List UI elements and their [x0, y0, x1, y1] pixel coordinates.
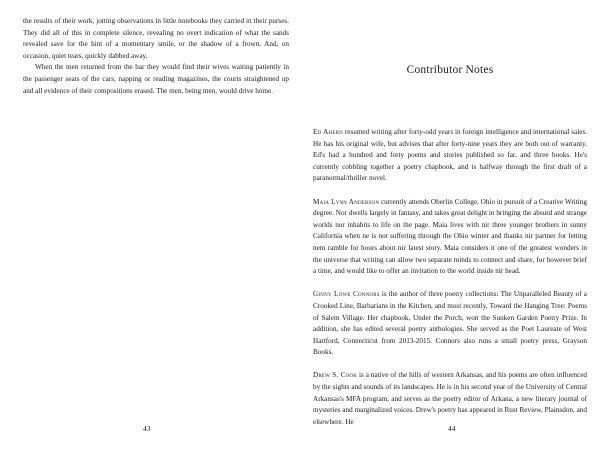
right-page — [300, 0, 600, 463]
page-number: 44 — [448, 424, 456, 433]
contributor-note — [313, 127, 587, 185]
contributor-notes — [313, 127, 587, 440]
contributor-note — [313, 197, 587, 278]
contributor-name: Drew S. Cook — [313, 371, 358, 380]
page-number: 43 — [143, 424, 151, 433]
contributor-note — [313, 289, 587, 359]
contributor-bio: resumed writing after forty-odd years in foreign intelligence and international sales. He has his original wife, but advises that after forty-nine years they are both out of warranty. Ed's had a hundred and forty poems and stories published so far, and three books. He's currently cobbling together a poetry chapbook, and is halfway through the first draft of a paranormal/thriller novel. — [313, 128, 587, 183]
body-paragraph: When the men returned from the bar they would find their wives waiting patiently in the passenger seats of the cars, napping or reading magazines, the courts straightened up and all evidence of their compositions erased. The men, being men, would drive home. — [23, 63, 289, 95]
contributor-bio: is a native of the hills of western Arkansas, and his poems are often influenced by the sights and sounds of its landscapes. He is in his second year of the University of Central Arkansas's MFA program, and serves as the poetry editor of Arkana, a new literary journal of mysteries and marginalized voices. Drew's poetry has appeared in Rust Review, Plainsdon, and elsewhere. He — [313, 371, 587, 426]
contributor-name: Maia Lynn Anderson — [313, 197, 380, 206]
contributor-bio: currently attends Oberlin College, Ohio in pursuit of a Creative Writing degree. Nor dwells largely in fantasy, and takes great delight in bringing the absurd and strange worlds nor inhabits to life on the page. Maia lives with nir three younger brothers in sunny California when ne is not suffering through the Ohio winter and thanks nir partner for letting nem ramble for hours about nir latest story. Maia considers it one of the greatest wonders in the universe that writing can allow two separate minds to connect and share, for however brief a time, and would like to offer an invitation to the world inside nir head. — [313, 197, 587, 276]
contributor-bio: is the author of three poetry collections: The Unparalleled Beauty of a Crooked Line, Barbarians in the Kitchen, and most recently, Toward the Hanging Tree: Poems of Salem Village. Her chapbook, Under the Porch, won the Sunken Garden Poetry Prize. In addition, she has edited several poetry anthologies. She served as the Poet Laureate of West Hartford, Connecticut from 2013-2015. Connors also runs a small poetry press, Grayson Books. — [313, 290, 587, 357]
contributor-name: Ed Ahern — [313, 128, 343, 136]
contributor-note — [313, 370, 587, 428]
contributor-name: Ginny Lowe Connors — [313, 290, 380, 299]
body-paragraph: the results of their work, jotting observations in little notebooks they carried in their purses. They did all of this in complete silence, revealing no overt indication of what the sands revealed save for the hint of a momentary smile, or the shadow of a frown. And, on occasion, quiet tears, quickly dabbed away. — [23, 17, 289, 60]
section-title: Contributor Notes — [406, 64, 494, 76]
